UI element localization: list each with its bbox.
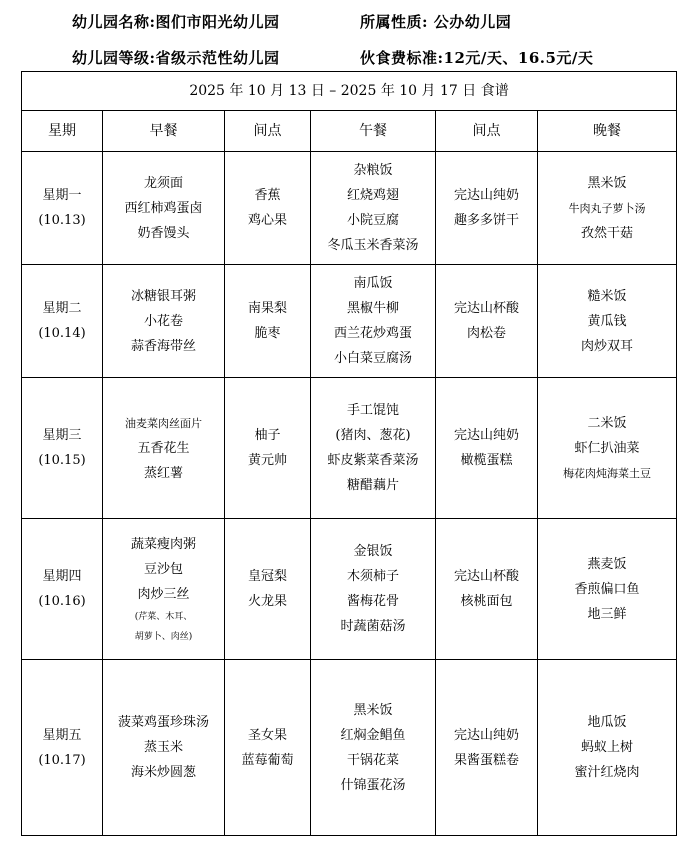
menu-item: 脆枣 [254,326,281,341]
kindergarten-type: 所属性质: 公办幼儿园 [360,13,512,31]
menu-item: 鸡心果 [247,213,287,228]
menu-item: 地三鲜 [587,606,627,622]
dinner-cell [538,519,677,660]
meal-fee-standard: 伙食费标准:12元/天、16.5元/天 [360,49,594,67]
menu-item: 黑椒牛柳 [346,301,399,316]
menu-item: 小院豆腐 [346,213,399,228]
menu-item: 孜然干菇 [581,225,634,241]
menu-item: 完达山纯奶 [453,188,519,203]
menu-item: 蒸红薯 [143,465,183,481]
menu-item: 黄瓜钱 [587,313,627,329]
menu-item: 糙米饭 [587,288,627,304]
column-header-dinner: 晚餐 [538,111,677,152]
dinner-cell [538,660,677,836]
afternoon-snack-cell [436,152,538,265]
menu-item: 蓝莓葡萄 [241,752,294,768]
menu-item: 柚子 [254,428,281,443]
column-header-afternoon-snack: 间点 [436,111,538,152]
table-header-row [22,111,677,152]
menu-item: 海米炒圆葱 [130,765,196,780]
day-cell [22,378,103,519]
menu-item: 红烧鸡翅 [346,188,399,203]
day-name: 星期二 [42,301,82,316]
menu-item: 南瓜饭 [353,276,393,291]
day-date: (10.17) [38,752,86,768]
day-name: 星期四 [42,569,82,584]
menu-item: (猪肉、葱花) [335,428,411,443]
menu-item: 豆沙包 [143,561,183,577]
lunch-cell [311,152,436,265]
menu-item: 手工馄饨 [346,403,399,418]
day-date: (10.14) [38,326,86,341]
menu-item: 小白菜豆腐汤 [333,351,412,366]
menu-item: 糖醋藕片 [346,478,399,493]
lunch-cell [311,519,436,660]
menu-item: 五香花生 [137,440,190,456]
afternoon-snack-cell [436,265,538,378]
menu-item: 肉炒三丝 [137,586,190,602]
breakfast-cell [103,519,225,660]
menu-item: 完达山纯奶 [453,727,519,743]
menu-item: 菠菜鸡蛋珍珠汤 [117,715,209,730]
menu-item: 梅花肉炖海菜土豆 [563,466,652,480]
menu-item: 火龙果 [247,594,287,609]
menu-item: 蒸玉米 [143,740,183,755]
column-header-lunch: 午餐 [311,111,436,152]
menu-item: 蜜汁红烧肉 [574,765,640,780]
morning-snack-cell [225,660,311,836]
menu-item: 小花卷 [143,313,183,329]
breakfast-cell [103,265,225,378]
column-header-day: 星期 [22,111,103,152]
menu-item-note: 胡萝卜、肉丝) [134,631,193,642]
menu-item: 地瓜饭 [587,715,627,730]
menu-item: 时蔬菌菇汤 [340,619,406,634]
menu-item: 完达山杯酸 [453,569,519,584]
day-date: (10.13) [38,213,86,228]
menu-item: 红焖金鲳鱼 [340,727,406,743]
menu-item: 木须柿子 [346,569,399,584]
day-date: (10.16) [38,594,86,609]
day-name: 星期一 [42,188,82,203]
menu-item: 燕麦饭 [587,556,627,572]
table-row [22,519,677,660]
afternoon-snack-cell [436,378,538,519]
menu-item: 蒜香海带丝 [130,338,196,354]
menu-item: 完达山纯奶 [453,428,519,443]
day-cell [22,519,103,660]
menu-item: 皇冠梨 [247,569,287,584]
menu-item: 圣女果 [247,727,287,743]
menu-item: 干锅花菜 [346,752,399,768]
menu-item: 蚂蚁上树 [581,740,634,755]
afternoon-snack-cell [436,660,538,836]
lunch-cell [311,265,436,378]
menu-item: 香煎偏口鱼 [574,581,640,597]
dinner-cell [538,152,677,265]
menu-item: 肉炒双耳 [581,338,634,354]
morning-snack-cell [225,265,311,378]
day-cell [22,265,103,378]
afternoon-snack-cell [436,519,538,660]
column-header-morning-snack: 间点 [225,111,311,152]
table-title-row [22,72,677,111]
day-date: (10.15) [38,453,86,468]
morning-snack-cell [225,152,311,265]
menu-item: 酱梅花骨 [346,594,399,609]
day-name: 星期五 [42,727,82,743]
kindergarten-name: 幼儿园名称:图们市阳光幼儿园 [72,13,280,31]
menu-item: 完达山杯酸 [453,301,519,316]
table-row [22,378,677,519]
kindergarten-level: 幼儿园等级:省级示范性幼儿园 [72,49,280,67]
dinner-cell [538,378,677,519]
menu-item: 果酱蛋糕卷 [453,752,519,768]
menu-item: 虾皮紫菜香菜汤 [327,453,419,468]
menu-item: 西兰花炒鸡蛋 [333,326,412,341]
day-cell [22,152,103,265]
morning-snack-cell [225,519,311,660]
menu-item: 香蕉 [254,188,281,203]
menu-item: 黑米饭 [587,175,627,191]
breakfast-cell [103,152,225,265]
breakfast-cell [103,378,225,519]
table-row [22,660,677,836]
menu-item: 龙须面 [143,175,183,191]
weekly-menu-table [21,71,677,836]
menu-item: 趣多多饼干 [453,213,519,228]
menu-date-range-title: 2025 年 10 月 13 日 – 2025 年 10 月 17 日 食谱 [22,72,677,111]
menu-item: 核桃面包 [460,594,513,609]
menu-item: 奶香馒头 [137,225,190,241]
lunch-cell [311,378,436,519]
menu-item: 橄榄蛋糕 [460,453,513,468]
menu-item: 杂粮饭 [353,163,393,178]
menu-item: 冬瓜玉米香菜汤 [327,238,419,253]
table-row [22,265,677,378]
dinner-cell [538,265,677,378]
table-row [22,152,677,265]
menu-item: 牛肉丸子萝卜汤 [568,201,646,215]
menu-item: 黄元帅 [247,453,287,468]
menu-item: 蔬菜瘦肉粥 [130,536,196,552]
menu-item: 虾仁扒油菜 [574,440,640,456]
day-name: 星期三 [42,428,82,443]
menu-item: 西红柿鸡蛋卤 [124,200,203,216]
menu-item: 什锦蛋花汤 [340,777,406,793]
menu-item: 金银饭 [353,544,393,559]
menu-item: 肉松卷 [466,326,506,341]
menu-item: 二米饭 [587,415,627,431]
menu-item: 冰糖银耳粥 [130,288,196,304]
menu-item-note: (芹菜、木耳、 [134,611,193,622]
breakfast-cell [103,660,225,836]
lunch-cell [311,660,436,836]
menu-item: 黑米饭 [353,702,393,718]
morning-snack-cell [225,378,311,519]
menu-item: 油麦菜肉丝面片 [125,416,202,430]
menu-item: 南果梨 [247,301,287,316]
column-header-breakfast: 早餐 [103,111,225,152]
day-cell [22,660,103,836]
